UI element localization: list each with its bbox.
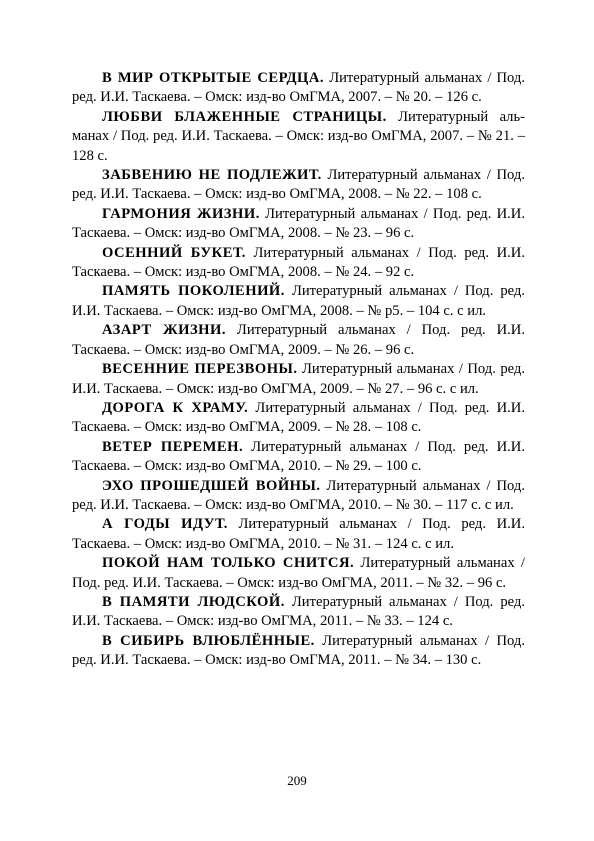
entry-title: ЛЮБВИ БЛАЖЕННЫЕ СТРАНИЦЫ. — [102, 108, 387, 125]
entry-text: Литературный альманах / Под. ред. И.И. Таскаева. – Омск: изд-во ОмГМА, 2008. – № р5. – 104 с. с ил. — [72, 283, 525, 319]
entry-text: Литературный альманах / Под. ред. И.И. Таскаева. – Омск: изд-во ОмГМА, 2009. – № 27. – 96 с. с ил. — [72, 361, 525, 397]
entry-title: ПАМЯТЬ ПОКОЛЕНИЙ. — [102, 283, 285, 300]
entry-text: Литературный альманах / Под. ред. И.И. Таскаева. – Омск: изд-во ОмГМА, 2011. – № 34. – 130 с. — [72, 632, 526, 669]
entry-title: А ГОДЫ ИДУТ. — [102, 516, 228, 533]
entry-text: Литературный альманах / Под. ред. И.И. Таскаева. – Омск: изд-во ОмГМА, 2011. – № 32. – 96 с. — [72, 555, 525, 591]
bibliography-entry — [72, 244, 525, 283]
bibliography-entry — [72, 632, 525, 671]
bibliography-entry — [72, 515, 525, 554]
bibliography-entry — [72, 321, 525, 360]
entry-title: АЗАРТ ЖИЗНИ. — [102, 322, 226, 339]
bibliography-entry — [72, 554, 525, 593]
entry-text: Литературный альманах / Под. ред. И.И. Таскаева. – Омск: изд-во ОмГМА, 2008. – № 24. – 92 с. — [72, 244, 525, 281]
bibliography-entry — [72, 399, 525, 438]
entry-text: Литературный альманах / Под. ред. И.И. Таскаева. – Омск: изд-во ОмГМА, 2009. – № 28. – 108 с. — [72, 399, 525, 436]
entry-text: Литературный альманах / Под. ред. И.И. Таскаева. – Омск: изд-во ОмГМА, 2011. – № 33. – 124 с. — [72, 593, 525, 630]
entry-text: Литературный альманах / Под. ред. И.И. Таскаева. – Омск: изд-во ОмГМА, 2007. – № 21. – 128 с. — [72, 108, 525, 164]
page-number: 209 — [287, 773, 307, 788]
entry-title: ДОРОГА К ХРАМУ. — [102, 399, 249, 416]
entry-title: ГАРМОНИЯ ЖИЗНИ. — [102, 205, 260, 222]
entry-text: Литературный альманах / Под. ред. И.И. Таскаева. – Омск: изд-во ОмГМА, 2010. – № 31. – 124 с. с ил. — [72, 516, 525, 552]
bibliography-entry — [72, 477, 525, 516]
bibliography-list — [72, 69, 525, 671]
entry-text: Литературный альманах / Под. ред. И.И. Таскаева. – Омск: изд-во ОмГМА, 2009. – № 26. – 96 с. — [72, 322, 525, 358]
entry-text: Литературный альманах / Под. ред. И.И. Таскаева. – Омск: изд-во ОмГМА, 2007. – № 20. – 126 с. — [72, 70, 525, 106]
bibliography-entry — [72, 166, 525, 205]
entry-title: ОСЕННИЙ БУКЕТ. — [102, 244, 246, 261]
entry-text: Литературный альманах / Под. ред. И.И. Таскаева. – Омск: изд-во ОмГМА, 2008. – № 23. – 96 с. — [72, 205, 525, 242]
entry-title: ПОКОЙ НАМ ТОЛЬКО СНИТСЯ. — [102, 555, 355, 572]
entry-title: ВЕСЕННИЕ ПЕРЕЗВОНЫ. — [102, 361, 298, 378]
entry-title: В ПАМЯТИ ЛЮДСКОЙ. — [102, 593, 285, 610]
entry-text: Литературный альманах / Под. ред. И.И. Таскаева. – Омск: изд-во ОмГМА, 2010. – № 29. – 100 с. — [72, 438, 525, 475]
bibliography-entry — [72, 438, 525, 477]
entry-title: ЭХО ПРОШЕДШЕЙ ВОЙНЫ. — [102, 477, 321, 494]
entry-text: Литературный альманах / Под. ред. И.И. Таскаева. – Омск: изд-во ОмГМА, 2008. – № 22. – 108 с. — [72, 167, 525, 203]
entry-title: ЗАБВЕНИЮ НЕ ПОДЛЕЖИТ. — [102, 167, 322, 184]
bibliography-entry — [72, 108, 525, 166]
bibliography-entry — [72, 593, 525, 632]
bibliography-entry — [72, 282, 525, 321]
bibliography-entry — [72, 205, 525, 244]
entry-title: В МИР ОТКРЫТЫЕ СЕРДЦА. — [102, 70, 325, 86]
entry-text: Литературный альманах / Под. ред. И.И. Таскаева. – Омск: изд-во ОмГМА, 2010. – № 30. – 117 с. с ил. — [72, 477, 525, 513]
entry-title: В СИБИРЬ ВЛЮБЛЁННЫЕ. — [102, 632, 315, 649]
entry-title: ВЕТЕР ПЕРЕМЕН. — [102, 438, 244, 455]
bibliography-entry — [72, 69, 525, 108]
bibliography-entry — [72, 360, 525, 399]
